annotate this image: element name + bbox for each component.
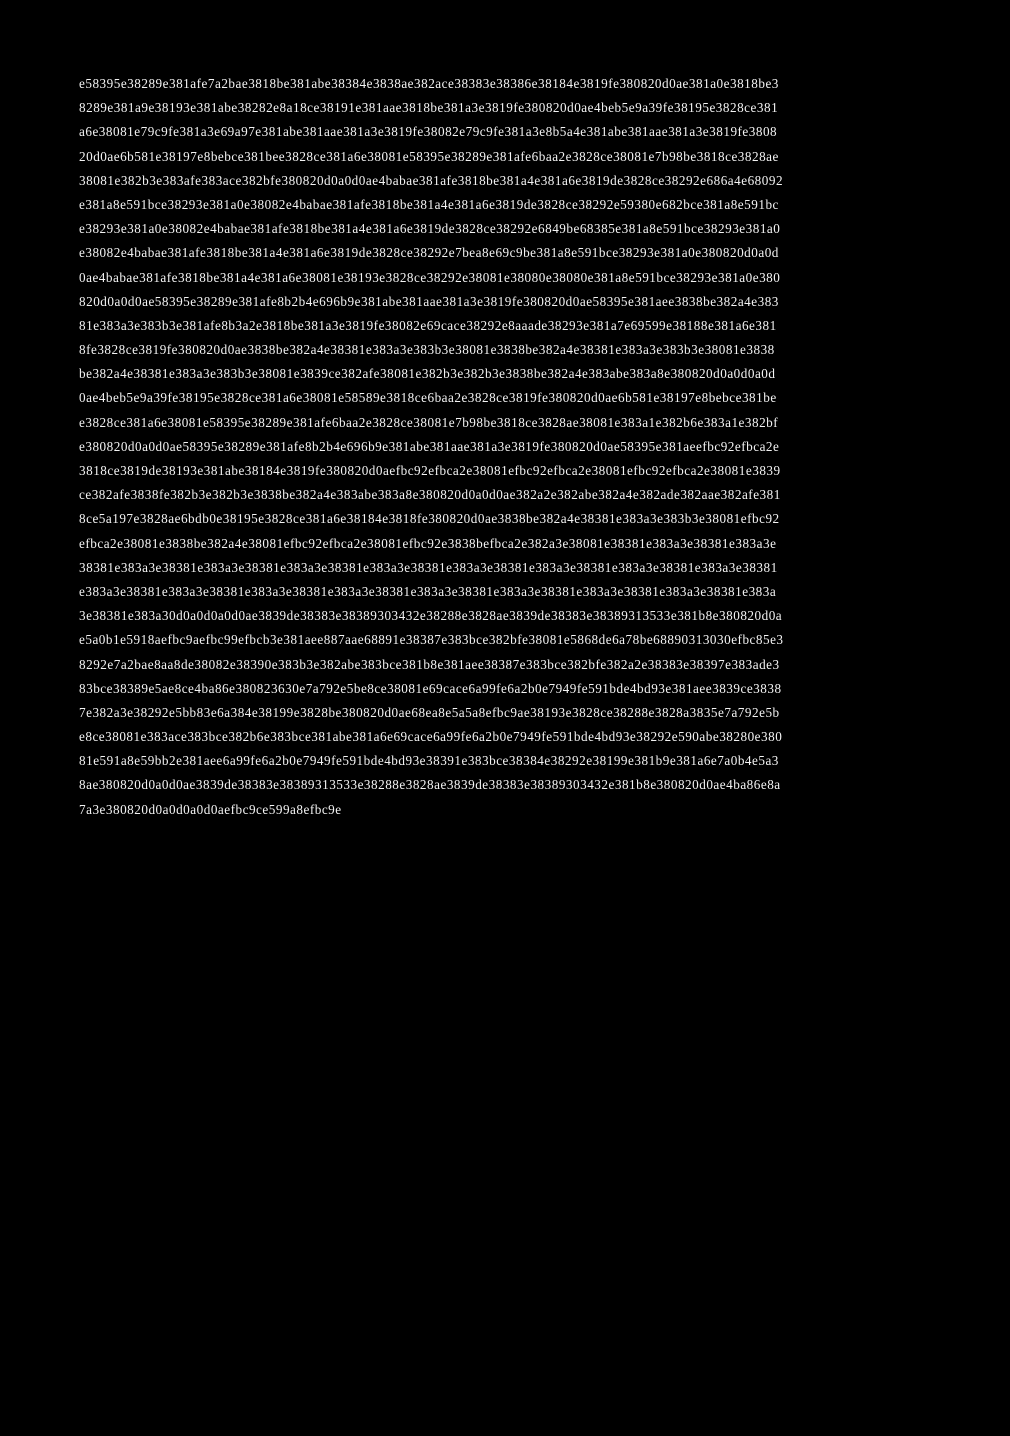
text-line: e58395e38289e381afe7a2bae3818be381abe38384e3838ae382ace38383e38386e38184e3819fe380820d0ae381a0e3818be3 <box>79 76 779 91</box>
text-line: 3818ce3819de38193e381abe38184e3819fe380820d0aefbc92efbca2e38081efbc92efbca2e38081efbc92efbca2e38081e3839 <box>79 463 781 478</box>
text-line: e5a0b1e5918aefbc9aefbc99efbcb3e381aee887aae68891e38387e383bce382bfe38081e5868de6a78be68890313030efbc85e3 <box>79 632 784 648</box>
text-line: e38293e381a0e38082e4babae381afe3818be381a4e381a6e3819de3828ce38292e6849be68385e381a8e591bce38293e381a0 <box>79 221 781 237</box>
text-line: e381a8e591bce38293e381a0e38082e4babae381afe3818be381a4e381a6e3819de3828ce38292e59380e682bce381a8e591bc <box>79 196 779 212</box>
hex-text-block <box>79 72 939 822</box>
text-line: e8ce38081e383ace383bce382b6e383bce381abe381a6e69cace6a99fe6a2b0e7949fe591bde4bd93e38292e590abe38280e380 <box>79 729 783 745</box>
text-line: e3828ce381a6e38081e58395e38289e381afe6baa2e3828ce38081e7b98be3818ce3828ae38081e383a1e382b6e383a1e382bf <box>79 414 779 430</box>
text-line: a6e38081e79c9fe381a3e69a97e381abe381aae381a3e3819fe38082e79c9fe381a3e8b5a4e381abe381aae381a3e3819fe3808 <box>79 124 778 140</box>
text-line: 820d0a0d0ae58395e38289e381afe8b2b4e696b9e381abe381aae381a3e3819fe380820d0ae58395e381aee3838be382a4e383 <box>79 293 779 309</box>
text-line: 3e38381e383a30d0a0d0a0d0ae3839de38383e38389303432e38288e3828ae3839de38383e38389313533e381b8e380820d0a <box>79 608 783 624</box>
text-line: 0ae4beb5e9a39fe38195e3828ce381a6e38081e58589e3818ce6baa2e3828ce3819fe380820d0ae6b581e38197e8bebce381be <box>79 390 777 406</box>
text-line: 8292e7a2bae8aa8de38082e38390e383b3e382abe383bce381b8e381aee38387e383bce382bfe382a2e38383e38397e383ade3 <box>79 656 780 672</box>
text-line: 38381e383a3e38381e383a3e38381e383a3e38381e383a3e38381e383a3e38381e383a3e38381e383a3e38381e383a3e38381 <box>79 559 778 575</box>
text-line: 7e382a3e38292e5bb83e6a384e38199e3828be380820d0ae68ea8e5a5a8efbc9ae38193e3828ce38288e3828a3835e7a792e5b <box>79 704 780 720</box>
text-line: 83bce38389e5ae8ce4ba86e380823630e7a792e5be8ce38081e69cace6a99fe6a2b0e7949fe591bde4bd93e381aee3839ce3838 <box>79 680 782 696</box>
text-line: efbca2e38081e3838be382a4e38081efbc92efbca2e38081efbc92e3838befbca2e382a3e38081e38381e383a3e38381e383a3e <box>79 535 777 551</box>
text-line: 0ae4babae381afe3818be381a4e381a6e38081e38193e3828ce38292e38081e38080e38080e381a8e591bce38293e381a0e380 <box>79 269 781 285</box>
text-line: 38081e382b3e383afe383ace382bfe380820d0a0d0ae4babae381afe3818be381a4e381a6e3819de3828ce38292e686a4e68092 <box>79 172 784 188</box>
text-line: 8ce5a197e3828ae6bdb0e38195e3828ce381a6e38184e3818fe380820d0ae3838be382a4e38381e383a3e383b3e38081efbc92 <box>79 511 780 527</box>
text-line: 20d0ae6b581e38197e8bebce381bee3828ce381a6e38081e58395e38289e381afe6baa2e3828ce38081e7b98be3818ce3828ae <box>79 148 779 164</box>
text-line: be382a4e38381e383a3e383b3e38081e3839ce382afe38081e382b3e382b3e3838be382a4e383abe383a8e380820d0a0d0a0d <box>79 366 776 382</box>
text-line: 8ae380820d0a0d0ae3839de38383e38389313533e38288e3828ae3839de38383e38389303432e381b8e380820d0ae4ba86e8a <box>79 777 781 793</box>
text-line: 8fe3828ce3819fe380820d0ae3838be382a4e38381e383a3e383b3e38081e3838be382a4e38381e383a3e383b3e38081e3838 <box>79 342 775 358</box>
text-line: 81e591a8e59bb2e381aee6a99fe6a2b0e7949fe591bde4bd93e38391e383bce38384e38292e38199e381b9e381a6e7a0b4e5a3 <box>79 753 779 769</box>
text-line: e380820d0a0d0ae58395e38289e381afe8b2b4e696b9e381abe381aae381a3e3819fe380820d0ae58395e381aeefbc92efbca2e <box>79 438 780 454</box>
text-line: 7a3e380820d0a0d0a0d0aefbc9ce599a8efbc9e <box>79 801 342 817</box>
text-line: 8289e381a9e38193e381abe38282e8a18ce38191e381aae3818be381a3e3819fe380820d0ae4beb5e9a39fe38195e3828ce381 <box>79 100 779 116</box>
text-line: e383a3e38381e383a3e38381e383a3e38381e383a3e38381e383a3e38381e383a3e38381e383a3e38381e383a3e38381e383a <box>79 583 777 599</box>
text-line: 81e383a3e383b3e381afe8b3a2e3818be381a3e3819fe38082e69cace38292e8aaade38293e381a7e69599e38188e381a6e381 <box>79 317 777 333</box>
text-line: e38082e4babae381afe3818be381a4e381a6e3819de3828ce38292e7bea8e69c9be381a8e591bce38293e381a0e380820d0a0d <box>79 245 779 261</box>
text-line: ce382afe3838fe382b3e382b3e3838be382a4e383abe383a8e380820d0a0d0ae382a2e382abe382a4e382ade382aae382afe381 <box>79 487 781 503</box>
